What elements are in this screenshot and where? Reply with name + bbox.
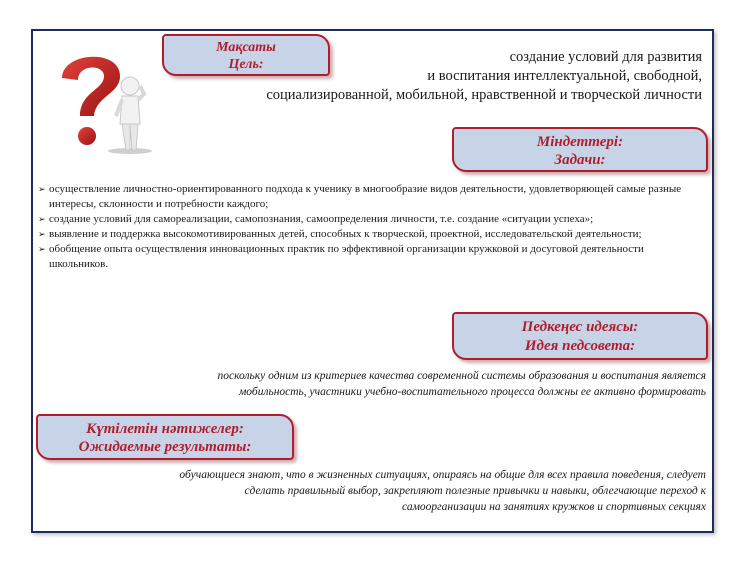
list-item: ➢ выявление и поддержка высокомотивированных детей, способных к творческой, проектной, исследовательской деятельности; [38,228,642,240]
list-item: ➢ обобщение опыта осуществления инновационных практик по эффективной организации кружковой и досуговой деятельности школьников. [38,243,644,270]
arrow-bullet-icon: ➢ [38,184,46,194]
tasks-banner [452,127,708,172]
results-text [66,467,706,515]
idea-line: мобильность, участники учебно-воспитательного процесса должны ее активно формировать [238,386,706,398]
idea-line: поскольку одним из критериев качества современной системы образования и воспитания является [217,370,706,382]
list-item: ➢ осуществление личностно-ориентированного подхода к ученику в многообразие видов деятельности, удовлетворяющей самые разные интересы, склонности и потребности каждого; [38,183,682,210]
goal-line: создание условий для развития [509,49,702,65]
goal-heading-kz: Мақсаты [216,40,276,55]
results-line: обучающиеся знают, что в жизненных ситуациях, опираясь на общие для всех правила поведения, следует [179,469,706,481]
goal-heading-ru: Цель: [228,57,264,72]
results-banner [36,414,294,460]
results-heading-kz: Күтілетін нәтижелер: [86,421,244,437]
results-line: сделать правильный выбор, закрепляют полезные привычки и навыки, облегчающие переход к [244,485,706,497]
tasks-heading-kz: Міндеттері: [536,134,624,150]
results-line: самоорганизации на занятиях кружков и спортивных секциях [402,501,706,513]
arrow-bullet-icon: ➢ [38,214,46,224]
idea-text [106,368,706,400]
arrow-bullet-icon: ➢ [38,244,46,254]
list-item: ➢ создание условий для самореализации, самопознания, самоопределения личности, т.е. создание «ситуации успеха»; [38,213,594,225]
idea-banner [452,312,708,360]
idea-heading-kz: Педкеңес идеясы: [521,319,639,335]
goal-text [266,48,702,105]
goal-line: социализированной, мобильной, нравственной и творческой личности [266,87,702,103]
arrow-bullet-icon: ➢ [38,229,46,239]
goal-line: и воспитания интеллектуальной, свободной, [427,68,702,84]
tasks-list [38,182,688,272]
results-heading-ru: Ожидаемые результаты: [78,439,252,455]
idea-heading-ru: Идея педсовета: [524,338,636,354]
question-mark-person-icon [48,46,168,156]
tasks-heading-ru: Задачи: [554,152,606,168]
